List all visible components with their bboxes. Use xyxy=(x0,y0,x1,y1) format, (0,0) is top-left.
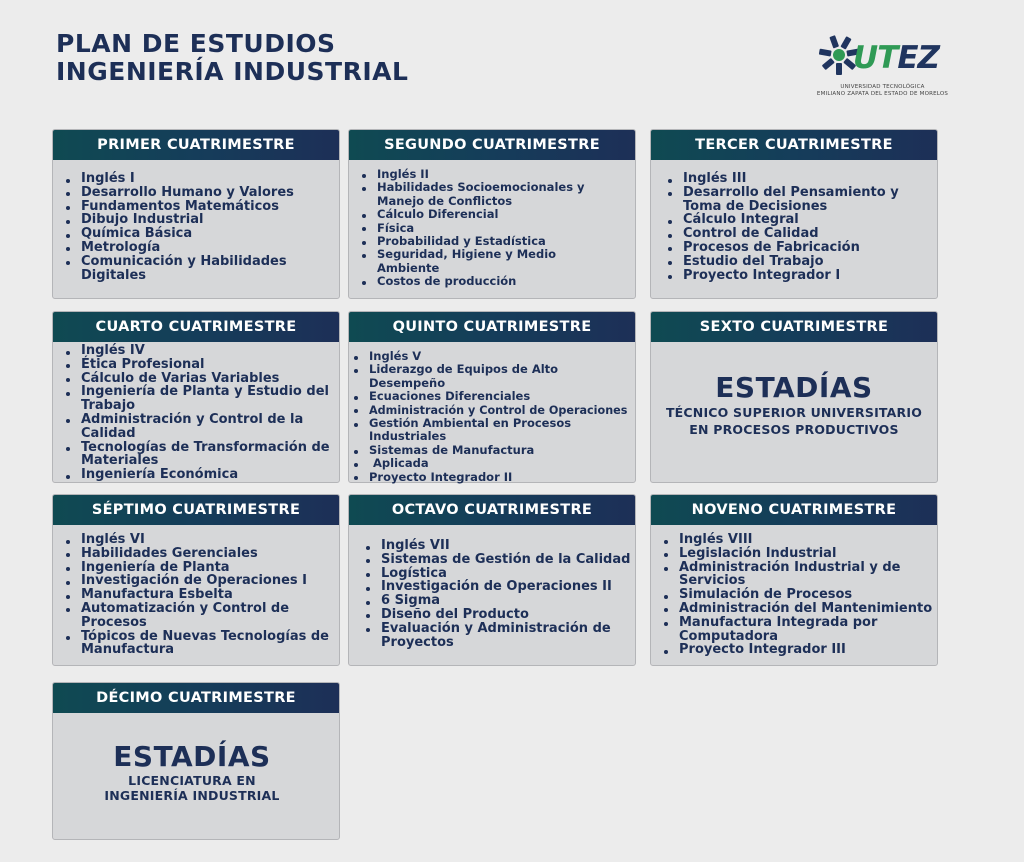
subject-list xyxy=(61,172,337,282)
list-item: Fundamentos Matemáticos xyxy=(61,200,337,214)
utez-logo xyxy=(815,32,949,104)
card-header: QUINTO CUATRIMESTRE xyxy=(349,312,635,342)
list-item: Metrología xyxy=(61,241,337,255)
list-item: Procesos de Fabricación xyxy=(663,241,935,255)
card-header: DÉCIMO CUATRIMESTRE xyxy=(53,683,339,713)
card-cuarto-cuatrimestre xyxy=(52,311,340,483)
card-tercer-cuatrimestre xyxy=(650,129,938,299)
subject-list xyxy=(61,533,339,657)
card-quinto-cuatrimestre xyxy=(348,311,636,483)
list-item: Ingeniería de Planta y Estudio del Trabajo xyxy=(61,385,339,413)
list-item: Probabilidad y Estadística xyxy=(357,235,633,248)
list-item: Gestión Ambiental en Procesos Industriales xyxy=(349,417,579,444)
list-item: Costos de producción xyxy=(357,275,633,288)
list-item: Habilidades Socioemocionales y Manejo de Conflictos xyxy=(357,181,597,208)
list-item: Proyecto Integrador II xyxy=(349,471,637,484)
list-item: Estudio del Trabajo xyxy=(663,255,935,269)
list-item: Tecnologías de Transformación de Materiales xyxy=(61,441,339,469)
card-header: PRIMER CUATRIMESTRE xyxy=(53,130,339,160)
card-noveno-cuatrimestre xyxy=(650,494,938,666)
list-item: 6 Sigma xyxy=(361,594,635,608)
list-item: Ingeniería de Planta xyxy=(61,561,339,575)
estadias-block xyxy=(53,741,331,803)
subject-list xyxy=(61,344,339,482)
logo-subtitle-line-1: UNIVERSIDAD TECNOLÓGICA xyxy=(840,84,925,90)
card-header: CUARTO CUATRIMESTRE xyxy=(53,312,339,342)
list-item: Inglés III xyxy=(663,172,935,186)
list-item: Legislación Industrial xyxy=(659,547,939,561)
list-item: Administración Industrial y de Servicios xyxy=(659,561,904,589)
list-item: Aplicada xyxy=(349,457,637,470)
utez-wordmark xyxy=(853,40,939,76)
list-item: Administración y Control de Operaciones xyxy=(349,404,637,417)
logo-subtitle-line-2: EMILIANO ZAPATA DEL ESTADO DE MORELOS xyxy=(816,91,949,97)
card-header: NOVENO CUATRIMESTRE xyxy=(651,495,937,525)
card-septimo-cuatrimestre xyxy=(52,494,340,666)
list-item: Inglés VII xyxy=(361,539,635,553)
card-header: SEXTO CUATRIMESTRE xyxy=(651,312,937,342)
card-sexto-cuatrimestre xyxy=(650,311,938,483)
list-item: Administración del Mantenimiento xyxy=(659,602,939,616)
list-item: Cálculo Diferencial xyxy=(357,208,633,221)
list-item: Dibujo Industrial xyxy=(61,213,337,227)
logo-letter-u: U xyxy=(853,40,878,76)
list-item: Desarrollo del Pensamiento y Toma de Decisiones xyxy=(663,186,903,214)
list-item: Desarrollo Humano y Valores xyxy=(61,186,337,200)
list-item: Manufactura Esbelta xyxy=(61,588,339,602)
card-header: SÉPTIMO CUATRIMESTRE xyxy=(53,495,339,525)
list-item: Ecuaciones Diferenciales xyxy=(349,390,637,403)
subject-list xyxy=(659,533,939,657)
card-header: SEGUNDO CUATRIMESTRE xyxy=(349,130,635,160)
list-item: Inglés II xyxy=(357,168,633,181)
list-item: Investigación de Operaciones II xyxy=(361,580,635,594)
logo-letters-ez: EZ xyxy=(897,40,939,76)
list-item: Proyecto Integrador III xyxy=(659,643,939,657)
list-item: Habilidades Gerenciales xyxy=(61,547,339,561)
subject-list xyxy=(349,350,637,484)
list-item: Química Básica xyxy=(61,227,337,241)
list-item: Logística xyxy=(361,567,635,581)
list-item: Sistemas de Gestión de la Calidad xyxy=(361,553,635,567)
title-line-1: PLAN DE ESTUDIOS xyxy=(56,29,336,58)
list-item: Física xyxy=(357,222,633,235)
list-item: Inglés I xyxy=(61,172,337,186)
list-item: Investigación de Operaciones I xyxy=(61,574,339,588)
list-item: Comunicación y Habilidades Digitales xyxy=(61,255,291,283)
estadias-line-1: LICENCIATURA EN xyxy=(128,773,256,788)
list-item: Diseño del Producto xyxy=(361,608,635,622)
list-item: Cálculo de Varias Variables xyxy=(61,372,339,386)
estadias-line-2: EN PROCESOS PRODUCTIVOS xyxy=(689,422,899,437)
estadias-title: ESTADÍAS xyxy=(113,740,271,773)
estadias-line-2: INGENIERÍA INDUSTRIAL xyxy=(104,788,280,803)
card-primer-cuatrimestre xyxy=(52,129,340,299)
list-item: Ética Profesional xyxy=(61,358,339,372)
subject-list xyxy=(663,172,935,282)
list-item: Sistemas de Manufactura xyxy=(349,444,637,457)
list-item: Control de Calidad xyxy=(663,227,935,241)
card-segundo-cuatrimestre xyxy=(348,129,636,299)
subject-list xyxy=(361,539,635,649)
list-item: Automatización y Control de Procesos xyxy=(61,602,301,630)
list-item: Ingeniería Económica xyxy=(61,468,339,482)
list-item: Proyecto Integrador I xyxy=(663,269,935,283)
list-item: Inglés IV xyxy=(61,344,339,358)
list-item: Cálculo Integral xyxy=(663,213,935,227)
list-item: Seguridad, Higiene y Medio Ambiente xyxy=(357,248,572,275)
subject-list xyxy=(357,168,633,289)
list-item: Administración y Control de la Calidad xyxy=(61,413,311,441)
list-item: Evaluación y Administración de Proyectos xyxy=(361,622,611,650)
page-title xyxy=(56,30,408,86)
list-item: Inglés V xyxy=(349,350,637,363)
card-octavo-cuatrimestre xyxy=(348,494,636,666)
title-line-2: INGENIERÍA INDUSTRIAL xyxy=(56,57,409,86)
list-item: Inglés VIII xyxy=(659,533,939,547)
list-item: Tópicos de Nuevas Tecnologías de Manufactura xyxy=(61,630,339,658)
logo-letter-t: T xyxy=(877,40,898,76)
logo-subtitle xyxy=(815,84,950,98)
estadias-line-1: TÉCNICO SUPERIOR UNIVERSITARIO xyxy=(665,405,923,420)
card-header: TERCER CUATRIMESTRE xyxy=(651,130,937,160)
estadias-title: ESTADÍAS xyxy=(715,371,873,404)
card-header: OCTAVO CUATRIMESTRE xyxy=(349,495,635,525)
list-item: Inglés VI xyxy=(61,533,339,547)
list-item: Simulación de Procesos xyxy=(659,588,939,602)
list-item: Manufactura Integrada por Computadora xyxy=(659,616,889,644)
estadias-block xyxy=(651,372,937,438)
card-decimo-cuatrimestre xyxy=(52,682,340,840)
list-item: Liderazgo de Equipos de Alto Desempeño xyxy=(349,363,574,390)
